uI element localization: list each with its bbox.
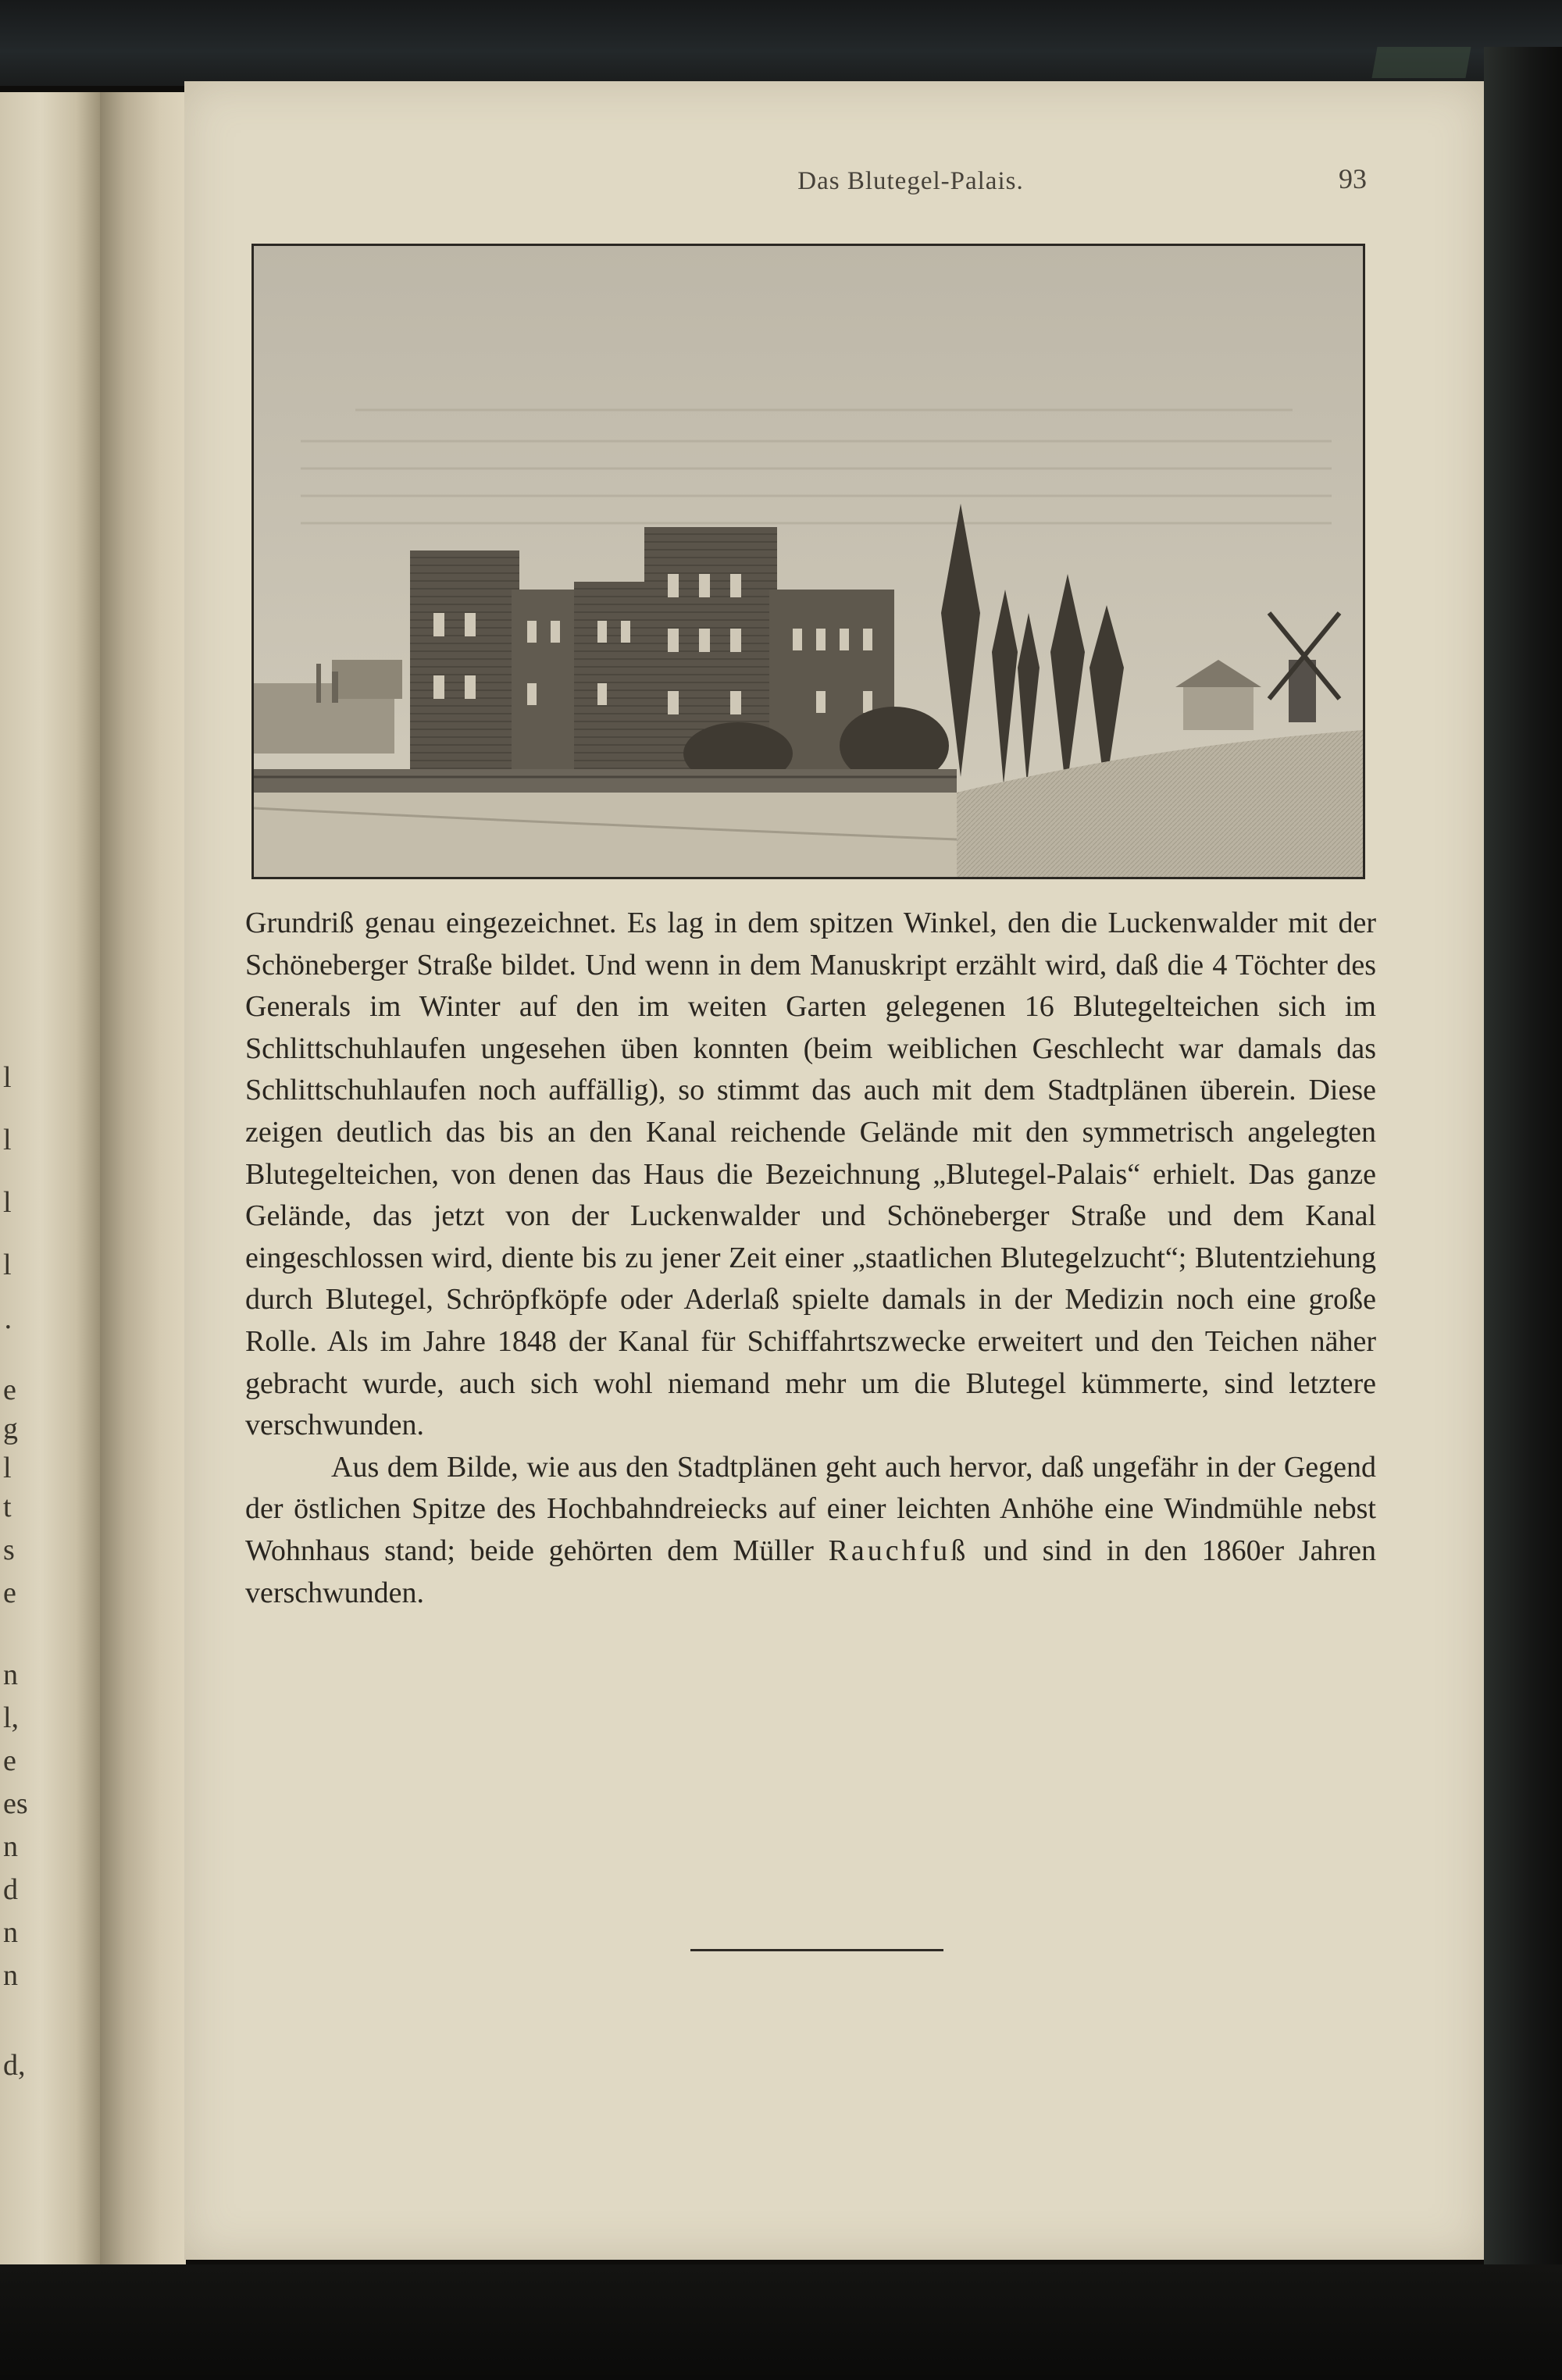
left-page-fragment: g <box>3 1413 18 1445</box>
left-page-fragment: l <box>3 1249 12 1281</box>
cover-edge <box>1371 47 1471 78</box>
left-page-fragment: l, <box>3 1701 20 1734</box>
left-page-fragment: s <box>3 1534 15 1566</box>
left-page-fragment: t <box>3 1491 12 1523</box>
book-page <box>184 81 1484 2260</box>
book-cover-bottom <box>0 2264 1562 2380</box>
left-page-fragment: e <box>3 1744 16 1777</box>
left-page-fragment: n <box>3 1959 18 1992</box>
paragraph: Grundriß genau eingezeichnet. Es lag in dem spitzen Winkel, den die Luckenwalder mit der Schöneberger Straße bildet. Und wenn in dem Manuskript erzählt wird, daß die 4 Töchter des Generals im Winter auf den im weiten Garten gelegenen 16 Blutegelteichen sich im Schlittschuhlaufen ungesehen üben konnten (beim weiblichen Geschlecht war damals das Schlittschuhlaufen noch auffällig), so stimmt das auch mit dem Stadtplänen überein. Diese zeigen deutlich das bis an den Kanal reichende Gelände mit den symmetrisch angelegten Blutegelteichen, von denen das Haus die Bezeichnung „Blutegel-Palais“ erhielt. Das ganze Gelände, das jetzt von der Luckenwalder und Schöneberger Straße und dem Kanal eingeschlossen wird, diente bis zu jener Zeit einer „staatlichen Blutegelzucht“; Blutentziehung durch Blutegel, Schröpfköpfe oder Aderlaß spielte damals in der Medizin noch eine große Rolle. Als im Jahre 1848 der Kanal für Schiffahrtszwecke erweitert und den Teichen näher gebracht wurde, auch sich wohl niemand mehr um die Blutegel kümmerte, sind letztere verschwunden. <box>245 907 1376 1442</box>
left-page-fragment: · <box>3 1311 13 1344</box>
paragraph-text: Aus dem Bilde, wie aus den Stadtplänen geht auch hervor, daß ungefähr in der Gegend der östlichen Spitze des Hochbahndreiecks auf einer leichten Anhöhe eine Windmühle nebst Wohnhaus stand; beide gehörten dem Müller <box>245 1450 1376 1567</box>
running-title: Das Blutegel-Palais. <box>797 167 1024 195</box>
paragraph-text: und sind in den 1860er Jahren verschwunden. <box>245 1534 1376 1609</box>
left-page-fragment: e <box>3 1373 16 1406</box>
left-page-fragment: n <box>3 1659 18 1691</box>
left-page-fragment: l <box>3 1124 12 1156</box>
spaced-name: Rauchfuß <box>828 1534 969 1567</box>
end-rule-divider <box>690 1949 943 1951</box>
left-page-fragment: es <box>3 1787 28 1820</box>
left-page-fragment: l <box>3 1061 12 1094</box>
left-page-fragment: l <box>3 1452 12 1484</box>
paragraph <box>245 1447 1376 1614</box>
building-engraving-illustration <box>251 244 1365 879</box>
page-gutter <box>100 92 186 2278</box>
left-page-fragment: l <box>3 1186 12 1219</box>
left-facing-page <box>0 92 103 2278</box>
left-page-fragment: n <box>3 1830 18 1863</box>
building-engraving-icon <box>254 246 1363 877</box>
left-page-fragment: d, <box>3 2049 26 2082</box>
page-body-text <box>245 903 1376 1614</box>
left-page-fragment: d <box>3 1873 18 1906</box>
left-page-fragment: n <box>3 1916 18 1949</box>
book-cover-right <box>1484 47 1562 2311</box>
book-cover-top <box>0 0 1562 86</box>
left-page-fragment: e <box>3 1577 16 1609</box>
page-number: 93 <box>1339 163 1367 194</box>
